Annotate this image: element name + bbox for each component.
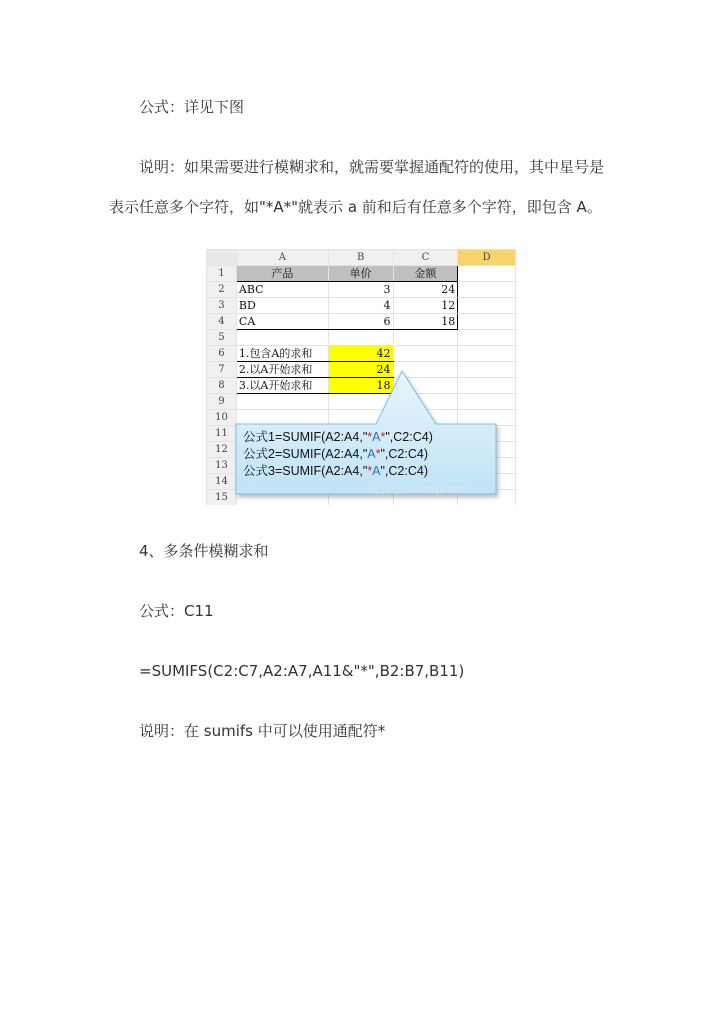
row-header[interactable]: 12 [207, 442, 237, 458]
row-header[interactable]: 15 [207, 490, 237, 506]
column-header-a[interactable]: A [236, 250, 328, 266]
row-header[interactable]: 1 [207, 266, 237, 282]
formula-label: 公式：C11 [139, 602, 214, 620]
row-header[interactable]: 6 [207, 346, 237, 362]
row-header[interactable]: 13 [207, 458, 237, 474]
row-header[interactable]: 4 [207, 314, 237, 330]
table-cell[interactable]: 4 [328, 298, 393, 314]
explanation-line-2: 表示任意多个字符，如"*A*"就表示 a 前和后有任意多个字符，即包含 A。 [109, 198, 602, 216]
table-cell[interactable]: CA [236, 314, 328, 330]
note-text: 说明：在 sumifs 中可以使用通配符* [139, 722, 386, 740]
table-cell[interactable]: 12 [393, 298, 458, 314]
table-cell[interactable]: 6 [328, 314, 393, 330]
row-header[interactable]: 14 [207, 474, 237, 490]
result-value-cell[interactable]: 24 [328, 362, 393, 378]
row-header[interactable]: 10 [207, 410, 237, 426]
column-header-d[interactable]: D [458, 250, 516, 266]
column-header-b[interactable]: B [328, 250, 393, 266]
spreadsheet-figure [206, 249, 516, 505]
row-header[interactable]: 11 [207, 426, 237, 442]
row-header[interactable]: 7 [207, 362, 237, 378]
row-header[interactable]: 8 [207, 378, 237, 394]
result-value-cell[interactable]: 18 [328, 378, 393, 394]
table-cell[interactable]: ABC [236, 282, 328, 298]
row-header[interactable]: 3 [207, 298, 237, 314]
column-header-c[interactable]: C [393, 250, 458, 266]
table-cell[interactable]: 3 [328, 282, 393, 298]
header-cell-amount[interactable]: 金额 [393, 266, 458, 282]
table-cell[interactable]: 24 [393, 282, 458, 298]
table-cell[interactable]: 18 [393, 314, 458, 330]
row-header[interactable]: 2 [207, 282, 237, 298]
callout-formulas [243, 429, 433, 480]
result-value-cell[interactable]: 42 [328, 346, 393, 362]
result-label-cell[interactable]: 3.以A开始求和 [236, 378, 328, 394]
header-cell-price[interactable]: 单价 [328, 266, 393, 282]
formula-intro: 公式：详见下图 [139, 98, 245, 116]
watermark: 微信号 / excelpxtete [368, 484, 466, 496]
formula-text: =SUMIFS(C2:C7,A2:A7,A11&"*",B2:B7,B11) [139, 662, 465, 680]
formula-line-1: 公式1=SUMIF(A2:A4,"*A*",C2:C4) [243, 430, 433, 444]
row-header[interactable]: 5 [207, 330, 237, 346]
header-cell-product[interactable]: 产品 [236, 266, 328, 282]
formula-line-2: 公式2=SUMIF(A2:A4,"A*",C2:C4) [243, 447, 428, 461]
formula-line-3: 公式3=SUMIF(A2:A4,"*A",C2:C4) [243, 464, 428, 478]
explanation-line-1: 说明：如果需要进行模糊求和，就需要掌握通配符的使用，其中星号是 [139, 158, 605, 176]
table-cell[interactable]: BD [236, 298, 328, 314]
result-label-cell[interactable]: 1.包含A的求和 [236, 346, 328, 362]
row-header[interactable]: 9 [207, 394, 237, 410]
result-label-cell[interactable]: 2.以A开始求和 [236, 362, 328, 378]
section-heading: 4、多条件模糊求和 [139, 542, 269, 560]
